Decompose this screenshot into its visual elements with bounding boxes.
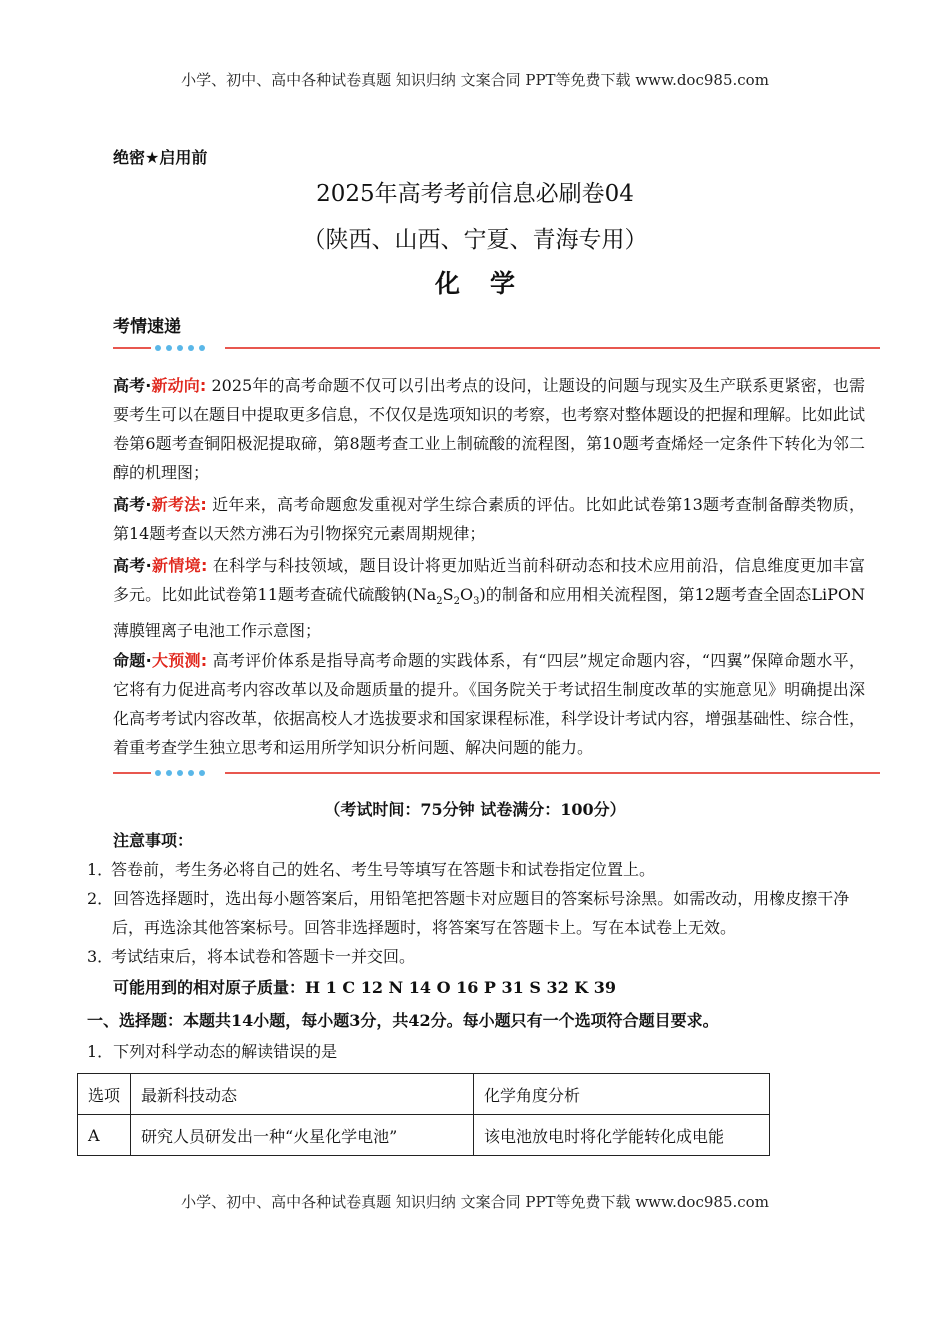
atomic-mass-line: 可能用到的相对原子质量：H 1 C 12 N 14 O 16 P 31 S 32 K 39 bbox=[113, 978, 617, 997]
table-header-cell: 最新科技动态 bbox=[131, 1074, 474, 1115]
table-cell: 该电池放电时将化学能转化成电能 bbox=[474, 1115, 770, 1156]
notice-heading: 注意事项： bbox=[113, 831, 194, 850]
trend-paragraph-new-context: 高考·新情境: 在科学与科技领域，题目设计将更加贴近当前科研动态和技术应用前沿，信息维度更加丰富多元。比如此试卷第11题考查硫代硫酸钠$(Na_2S_2O_3)$的制备和应用相关流程图，第12题考查全固态LiPON薄膜锂离子电池工作示意图； bbox=[113, 556, 865, 641]
trend-paragraph-prediction: 命题·大预测: 高考评价体系是指导高考命题的实践体系，有“四层”规定命题内容，“四翼”保障命题水平，它将有力促进高考内容改革以及命题质量的提升。《国务院关于考试招生制度改革的实施意见》明确提出深化高考考试内容改革，依据高校人才选拔要求和国家课程标准，科学设计考试内容，增强基础性、综合性，着重考查学生独立思考和运用所学知识分析问题、解决问题的能力。 bbox=[113, 651, 866, 757]
section-divider-bottom bbox=[113, 766, 880, 780]
trend-paragraph-new-direction: 高考·新动向: 2025年的高考命题不仅可以引出考点的设问，让题设的问题与现实及生产联系更紧密，也需要考生可以在题目中提取更多信息，不仅仅是选项知识的考察，也考察对整体题设的把握和理解。比如此试卷第6题考查铜阳极泥提取碲，第8题考查工业上制硫酸的流程图，第10题考查烯烃一定条件下转化为邻二醇的机理图； bbox=[113, 376, 866, 482]
table-cell: A bbox=[78, 1115, 131, 1156]
notice-item: 1．答卷前，考生务必将自己的姓名、考生号等填写在答题卡和试卷指定位置上。 bbox=[87, 860, 656, 879]
table-cell: 研究人员研发出一种“火星化学电池” bbox=[131, 1115, 474, 1156]
exam-region: （陕西、山西、宁夏、青海专用） bbox=[302, 227, 648, 253]
confidential-label: 绝密★启用前 bbox=[113, 148, 208, 167]
page-footer: 小学、初中、高中各种试卷真题 知识归纳 文案合同 PPT等免费下载 www.doc985.com bbox=[181, 1193, 769, 1211]
trend-paragraph-new-method: 高考·新考法: 近年来，高考命题愈发重视对学生综合素质的评估。比如此试卷第13题考查制备醇类物质，第14题考查以天然方沸石为引物探究元素周期规律； bbox=[113, 495, 865, 543]
section-divider-top bbox=[113, 341, 880, 355]
section-heading: 考情速递 bbox=[113, 317, 181, 337]
exam-time-score: （考试时间：75分钟 试卷满分：100分） bbox=[324, 800, 626, 819]
question-1-table bbox=[77, 1073, 770, 1156]
page-header: 小学、初中、高中各种试卷真题 知识归纳 文案合同 PPT等免费下载 www.doc985.com bbox=[181, 71, 769, 89]
subject-title: 化学 bbox=[434, 269, 545, 298]
table-header-cell: 化学角度分析 bbox=[474, 1074, 770, 1115]
question-section-heading: 一、选择题：本题共14小题，每小题3分，共42分。每小题只有一个选项符合题目要求。 bbox=[87, 1011, 719, 1030]
notice-item: 2．回答选择题时，选出每小题答案后，用铅笔把答题卡对应题目的答案标号涂黑。如需改动，用橡皮擦干净后，再选涂其他答案标号。回答非选择题时，将答案写在答题卡上。写在本试卷上无效。 bbox=[87, 889, 850, 937]
table-header-cell: 选项 bbox=[78, 1074, 131, 1115]
table-row bbox=[78, 1115, 770, 1156]
exam-title: 2025年高考考前信息必刷卷04 bbox=[316, 181, 634, 207]
notice-item: 3．考试结束后，将本试卷和答题卡一并交回。 bbox=[87, 947, 416, 966]
table-header-row bbox=[78, 1074, 770, 1115]
question-1-stem: 1．下列对科学动态的解读错误的是 bbox=[87, 1042, 338, 1061]
